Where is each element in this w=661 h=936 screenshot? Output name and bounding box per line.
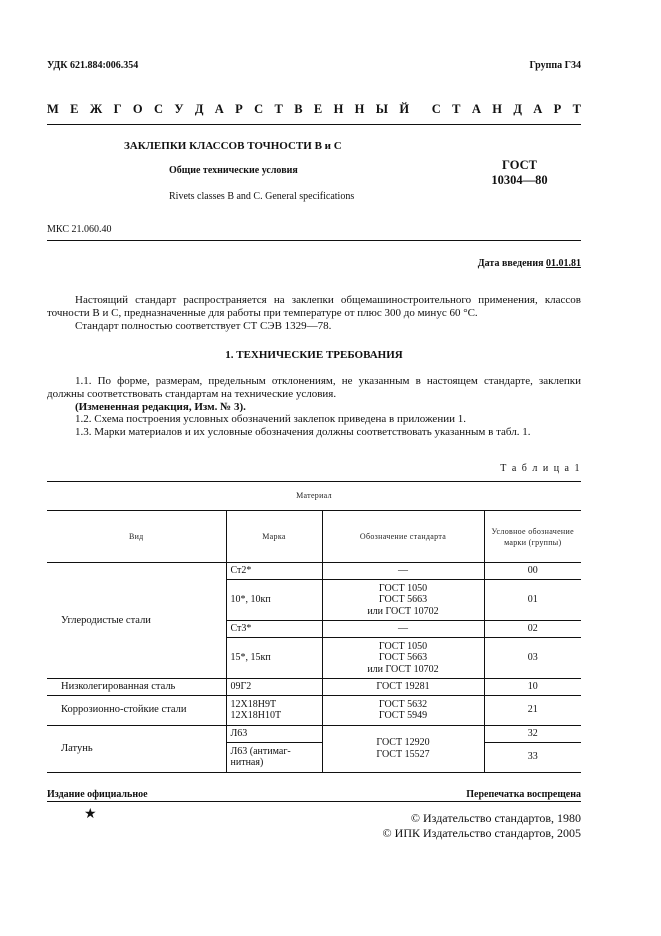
banner-letter: С xyxy=(431,102,441,116)
mks-rule xyxy=(47,240,581,241)
intro-paragraph: Настоящий стандарт распространяется на заклепки общемашиностроительного применения, классов точности В и С, предназначенные для работы при температуре от плюс 300 до минус 60 °С. xyxy=(47,294,581,320)
banner-letter: Д xyxy=(513,102,522,116)
official-edition: Издание официальное xyxy=(47,789,148,800)
row-vid-stainless: Коррозионно-стойкие стали xyxy=(47,695,226,725)
cell-marka: 15*, 15кп xyxy=(226,638,322,679)
cell-code: 10 xyxy=(484,679,581,696)
banner-letter: В xyxy=(294,102,303,116)
cell-marka: 10*, 10кп xyxy=(226,580,322,621)
marka-line: 12Х18Н10Т xyxy=(230,710,282,721)
std-line: ГОСТ 5663 xyxy=(378,594,428,606)
udk-code: УДК 621.884:006.354 xyxy=(47,60,139,71)
std-line: ГОСТ 1050 xyxy=(378,582,428,594)
table-row xyxy=(47,679,581,696)
table-group-header-row xyxy=(47,482,581,511)
reprint-notice: Перепечатка воспрещена xyxy=(466,789,581,800)
banner-letter: А xyxy=(471,102,481,116)
std-line: ГОСТ 5632 xyxy=(378,698,428,710)
banner-letter: М xyxy=(47,102,59,116)
banner-letter: Т xyxy=(274,102,283,116)
header-code: Условное обозначение марки (группы) xyxy=(484,511,581,563)
banner-letter: А xyxy=(533,102,543,116)
banner-letter: Н xyxy=(492,102,502,116)
std-line: или ГОСТ 10702 xyxy=(367,663,439,675)
cell-marka: Ст2* xyxy=(226,563,322,580)
cell-code: 00 xyxy=(484,563,581,580)
row-vid-lowalloy: Низколегированная сталь xyxy=(47,679,226,696)
std-line: ГОСТ 5949 xyxy=(378,710,428,721)
banner-letter: Д xyxy=(194,102,204,116)
marka-line: 12Х18Н9Т xyxy=(230,698,277,710)
cell-code: 21 xyxy=(484,695,581,725)
banner-letter: Р xyxy=(235,102,243,116)
cell-marka xyxy=(226,742,322,772)
banner-letter: Т xyxy=(452,102,461,116)
cell-standard: — xyxy=(322,563,484,580)
cell-code: 03 xyxy=(484,638,581,679)
std-line: ГОСТ 12920 xyxy=(376,737,430,748)
std-line: ГОСТ 5663 xyxy=(378,652,428,664)
doc-title-en: Rivets classes B and C. General specifications xyxy=(169,191,355,202)
banner-letter: Е xyxy=(313,102,323,116)
cell-code: 01 xyxy=(484,580,581,621)
header-marka: Марка xyxy=(226,511,322,563)
star-icon: ★ xyxy=(84,807,97,822)
gost-number xyxy=(488,158,551,188)
cell-standard xyxy=(322,580,484,621)
gost-code: 10304—80 xyxy=(491,173,548,187)
table-caption: Т а б л и ц а 1 xyxy=(500,463,581,474)
clause-1-1: 1.1. По форме, размерам, предельным отклонениям, не указанным в настоящем стандарте, заклепки должны соответствовать стандартам на технические условия. xyxy=(47,375,581,401)
cell-standard xyxy=(322,725,484,772)
materials-table xyxy=(47,481,581,773)
banner-letter: Г xyxy=(113,102,122,116)
banner-letter: Ы xyxy=(375,102,389,116)
cell-marka: 09Г2 xyxy=(226,679,322,696)
clause-1-2: 1.2. Схема построения условных обозначений заклепок приведена в приложении 1. xyxy=(75,413,466,425)
cell-standard: — xyxy=(322,621,484,638)
intro-date-label: Дата введения xyxy=(477,258,544,269)
clause-1-3: 1.3. Марки материалов и их условные обозначения должны соответствовать указанным в табл. 1. xyxy=(75,426,531,438)
amendment-note: (Измененная редакция, Изм. № 3). xyxy=(75,401,246,413)
cell-standard xyxy=(322,638,484,679)
banner-rule xyxy=(47,124,581,125)
banner-letter: О xyxy=(132,102,143,116)
standard-banner xyxy=(47,102,581,117)
header-standard: Обозначение стандарта xyxy=(322,511,484,563)
cell-marka xyxy=(226,695,322,725)
banner-letter: Й xyxy=(399,102,410,116)
banner-letter: Р xyxy=(553,102,562,116)
section-heading: 1. ТЕХНИЧЕСКИЕ ТРЕБОВАНИЯ xyxy=(225,349,403,361)
marka-line: Л63 (антимаг- xyxy=(230,745,291,757)
doc-subtitle: Общие технические условия xyxy=(169,165,298,176)
marka-line: нитная) xyxy=(230,757,264,768)
cell-standard: ГОСТ 19281 xyxy=(322,679,484,696)
banner-letter: С xyxy=(254,102,264,116)
copyright-1980: © Издательство стандартов, 1980 xyxy=(410,811,581,825)
banner-letter: С xyxy=(153,102,163,116)
std-line: или ГОСТ 10702 xyxy=(367,605,439,617)
cell-code: 33 xyxy=(484,742,581,772)
banner-letter: Ж xyxy=(89,102,103,116)
intro-date-value: 01.01.81 xyxy=(546,258,581,269)
banner-letter: У xyxy=(174,102,184,116)
cell-code: 02 xyxy=(484,621,581,638)
banner-letter: А xyxy=(214,102,224,116)
cell-marka: Ст3* xyxy=(226,621,322,638)
table-row xyxy=(47,725,581,742)
table-row xyxy=(47,563,581,580)
banner-letter: Е xyxy=(70,102,79,116)
gost-label: ГОСТ xyxy=(502,158,537,172)
cell-marka: Л63 xyxy=(226,725,322,742)
doc-title: ЗАКЛЕПКИ КЛАССОВ ТОЧНОСТИ В и С xyxy=(124,140,342,152)
std-line: ГОСТ 15527 xyxy=(376,748,430,760)
intro-paragraph-2: Стандарт полностью соответствует СТ СЭВ 1329—78. xyxy=(75,320,332,332)
banner-letter: Н xyxy=(333,102,344,116)
cell-standard xyxy=(322,695,484,725)
material-group-header: Материал xyxy=(47,482,581,511)
row-vid-carbon: Углеродистые стали xyxy=(47,563,226,679)
intro-date xyxy=(478,258,581,269)
mks-code: МКС 21.060.40 xyxy=(47,224,112,235)
copyright-2005: © ИПК Издательство стандартов, 2005 xyxy=(382,825,581,840)
group-code: Группа Г34 xyxy=(529,60,581,71)
table-header-row xyxy=(47,511,581,563)
std-line: ГОСТ 1050 xyxy=(378,640,428,652)
banner-letter: Т xyxy=(572,102,581,116)
table-row xyxy=(47,695,581,725)
banner-letter: Н xyxy=(354,102,365,116)
cell-code: 32 xyxy=(484,725,581,742)
copyright xyxy=(383,811,581,840)
row-vid-brass: Латунь xyxy=(47,725,226,772)
header-vid: Вид xyxy=(47,511,226,563)
footer-bar xyxy=(47,789,581,802)
